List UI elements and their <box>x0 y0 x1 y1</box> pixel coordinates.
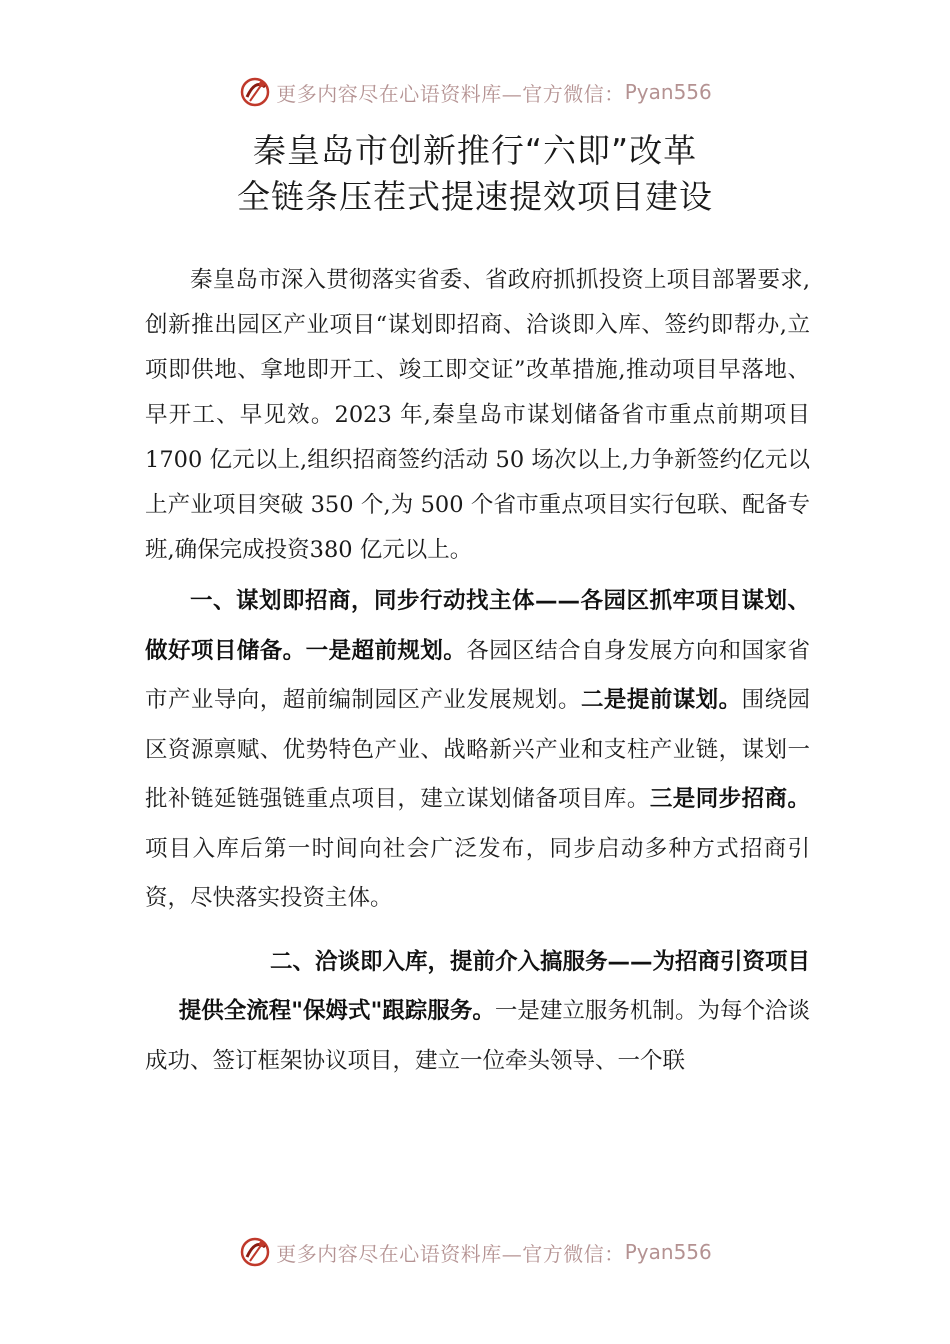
section-1-heading: 一、谋划即招商，同步行动找主体——各园区抓牢项目谋划、做好项目储备。 <box>145 588 810 664</box>
section-1-paragraph <box>145 577 810 924</box>
section-1-point-1-label: 一是超前规划。 <box>305 637 467 664</box>
page-title <box>0 128 950 220</box>
document-body <box>145 258 810 1086</box>
banner-wechat-id: Pyan556 <box>624 1240 712 1264</box>
section-1-point-3-text: 项目入库后第一时间向社会广泛发布，同步启动多种方式招商引资，尽快落实投资主体。 <box>145 835 810 911</box>
banner-text: 更多内容尽在心语资料库—官方微信： <box>276 1241 625 1266</box>
section-1-point-2-label: 二是提前谋划。 <box>580 687 742 713</box>
banner-wechat-id: Pyan556 <box>624 80 712 104</box>
footer-banner <box>0 1232 950 1272</box>
section-2-paragraph <box>145 938 810 1087</box>
title-line-2: 全链条压茬式提速提效项目建设 <box>237 177 713 216</box>
title-line-1: 秦皇岛市创新推行“六即”改革 <box>252 131 698 170</box>
section-1-point-3-label: 三是同步招商。 <box>649 786 810 812</box>
section-1-point-1-text: 各园区结合自身发展方向和国家省市产业导向，超前编制园区产业发展规划。 <box>145 637 810 713</box>
section-2-heading-line-2: 提供全流程"保姆式"跟踪服务。 <box>178 998 495 1024</box>
section-2-text: 一是建立服务机制。为每个洽谈成功、签订框架协议项目，建立一位牵头领导、一个联 <box>145 998 810 1074</box>
logo-icon <box>238 1235 272 1269</box>
section-2-heading-line-1: 二、洽谈即入库，提前介入搞服务——为招商引资项目 <box>269 948 810 975</box>
section-1-point-2-text: 围绕园区资源禀赋、优势特色产业、战略新兴产业和支柱产业链，谋划一批补链延链强链重点项目，建立谋划储备项目库。 <box>145 687 810 812</box>
banner-text: 更多内容尽在心语资料库—官方微信： <box>276 81 625 106</box>
header-banner <box>0 72 950 112</box>
intro-paragraph: 秦皇岛市深入贯彻落实省委、省政府抓抓投资上项目部署要求,创新推出园区产业项目“谋划即招商、洽谈即入库、签约即帮办,立项即供地、拿地即开工、竣工即交证”改革措施,推动项目早落地、早开工、早见效。2023 年,秦皇岛市谋划储备省市重点前期项目 1700 亿元以上,组织招商签约活动 50 场次以上,力争新签约亿元以上产业项目突破 350 个,为 500 个省市重点项目实行包联、配备专班,确保完成投资380 亿元以上。 <box>145 267 810 563</box>
logo-icon <box>238 75 272 109</box>
